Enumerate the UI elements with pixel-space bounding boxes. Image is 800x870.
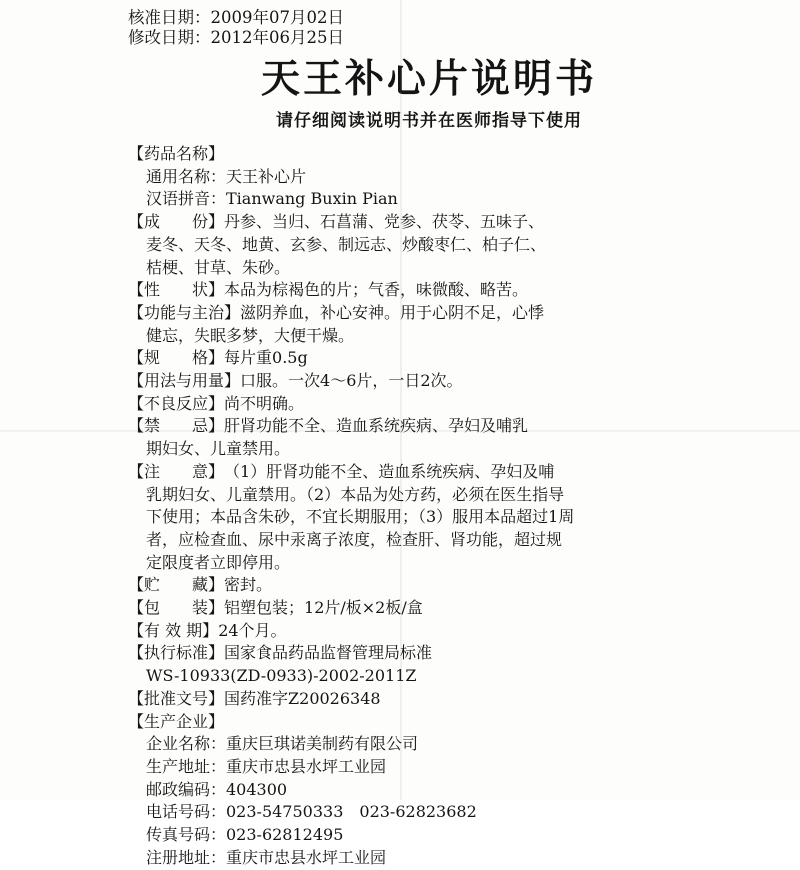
section-precautions	[128, 461, 760, 575]
section-text: 者，应检查血、尿中汞离子浓度，检查肝、肾功能，超过规	[146, 529, 563, 549]
section-validity	[128, 620, 760, 643]
section-header: 【性 状】	[128, 280, 225, 300]
section-spec	[128, 347, 760, 370]
section-text: 麦冬、天冬、地黄、玄参、制远志、炒酸枣仁、柏子仁、	[146, 234, 547, 254]
section-header: 【包 装】	[128, 598, 225, 618]
section-text: 下使用；本品含朱砂，不宜长期服用；（3）服用本品超过1周	[146, 507, 575, 527]
section-approval-number	[128, 688, 760, 711]
phone-number: 电话号码：023-54750333 023-62823682	[146, 802, 477, 822]
section-header: 【药品名称】	[128, 144, 225, 163]
section-header: 【贮 藏】	[128, 575, 225, 595]
section-standard	[128, 642, 760, 687]
section-storage	[128, 574, 760, 597]
section-text: 国家食品药品监督管理局标准	[224, 643, 433, 663]
paper-fold-crease	[0, 430, 800, 432]
section-text: 本品为棕褐色的片；气香，味微酸、略苦。	[224, 280, 529, 300]
section-text: 尚不明确。	[224, 393, 305, 413]
section-text: 每片重0.5g	[224, 348, 308, 368]
approval-date: 核准日期：2009年07月02日	[128, 8, 344, 27]
section-usage	[128, 370, 760, 393]
section-package	[128, 597, 760, 620]
section-manufacturer	[128, 711, 760, 870]
pinyin-name: 汉语拼音：Tianwang Buxin Pian	[146, 189, 398, 209]
section-character	[128, 279, 760, 302]
section-text: 丹参、当归、石菖蒲、党参、茯苓、五味子、	[224, 212, 545, 232]
section-contraindications	[128, 415, 760, 460]
common-name: 通用名称：天王补心片	[146, 166, 307, 186]
section-text: 密封。	[224, 575, 273, 595]
section-header: 【注 意】	[128, 461, 225, 481]
section-header: 【执行标准】	[128, 643, 225, 663]
section-indications	[128, 302, 760, 347]
postcode: 邮政编码：404300	[146, 779, 288, 799]
registered-address: 注册地址：重庆市忠县水坪工业园	[146, 847, 387, 867]
document-subtitle: 请仔细阅读说明书并在医师指导下使用	[276, 111, 582, 131]
company-name: 企业名称：重庆巨琪诺美制药有限公司	[146, 734, 419, 754]
section-text: 国药准字Z20026348	[224, 688, 381, 708]
section-header: 【有 效 期】	[128, 620, 219, 640]
section-text: （1）肝肾功能不全、造血系统疾病、孕妇及哺	[224, 461, 555, 481]
section-header: 【用法与用量】	[128, 371, 241, 391]
section-adverse	[128, 393, 760, 416]
date-block	[128, 8, 760, 48]
section-text: 铝塑包装；12片/板×2板/盒	[224, 598, 423, 618]
section-text: 乳期妇女、儿童禁用。（2）本品为处方药，必须在医生指导	[146, 484, 565, 504]
production-address: 生产地址：重庆市忠县水坪工业园	[146, 756, 387, 776]
section-header: 【功能与主治】	[128, 302, 241, 322]
paper-fold-crease	[400, 0, 402, 800]
section-text: WS-10933(ZD-0933)-2002-2011Z	[146, 666, 417, 686]
section-text: 滋阴养血，补心安神。用于心阴不足，心悸	[240, 302, 545, 322]
section-drug-name	[128, 143, 760, 211]
section-header: 【禁 忌】	[128, 416, 225, 436]
revision-date: 修改日期：2012年06月25日	[128, 28, 344, 47]
section-text: 健忘，失眠多梦，大便干燥。	[146, 325, 355, 345]
section-header: 【规 格】	[128, 348, 225, 368]
section-text: 桔梗、甘草、朱砂。	[146, 257, 291, 277]
section-header: 【批准文号】	[128, 688, 225, 708]
section-header: 【不良反应】	[128, 393, 225, 413]
section-text: 肝肾功能不全、造血系统疾病、孕妇及哺乳	[224, 416, 529, 436]
section-text: 定限度者立即停用。	[146, 552, 291, 572]
section-ingredients	[128, 211, 760, 279]
section-text: 24个月。	[218, 620, 287, 640]
section-header: 【成 份】	[128, 212, 225, 232]
document-title: 天王补心片说明书	[260, 57, 597, 102]
section-text: 口服。一次4～6片，一日2次。	[240, 371, 463, 391]
section-header: 【生产企业】	[128, 711, 225, 731]
fax-number: 传真号码：023-62812495	[146, 825, 344, 845]
section-text: 期妇女、儿童禁用。	[146, 439, 291, 459]
